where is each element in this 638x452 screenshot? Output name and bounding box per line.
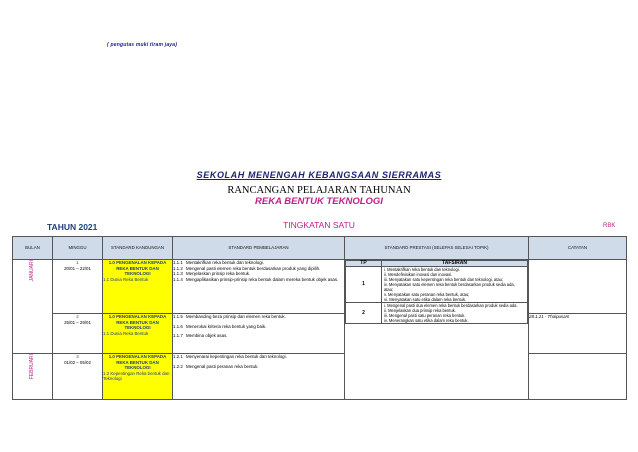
tp-level: 1 bbox=[346, 267, 382, 303]
catatan-cell bbox=[529, 354, 627, 400]
header-standard-prestasi: STANDARD PRESTASI (SELEPAS SELESAI TOPIK) bbox=[345, 237, 529, 260]
week-number: 3 bbox=[76, 354, 79, 359]
table-header-row bbox=[13, 237, 627, 260]
month-cell bbox=[13, 354, 53, 400]
list-item: 1.1.2 Mengenal pasti elemen reka bentuk berdasarkan produk yang dipilih. bbox=[173, 265, 321, 271]
list-item: 1.1.7 Membina objek asas. bbox=[173, 333, 228, 339]
year-label: TAHUN 2021 bbox=[47, 222, 98, 232]
level-label: TINGKATAN SATU bbox=[283, 220, 355, 230]
week-dates: 25/01 – 29/01 bbox=[64, 319, 91, 325]
tafsiran-cell: i. Mengenal pasti dua elemen reka bentuk berdasarkan produk sedia ada. ii. Menjelaskan dua prinsip reka bentuk. iii. Mengenal pasti satu peranan reka bentuk. iv. Menerangkan satu etika dalam reka bentuk. bbox=[382, 303, 528, 324]
header-minggu: MINGGU bbox=[53, 237, 103, 260]
std-kandungan-sub: 1.1 Dunia Reka Bentuk bbox=[103, 276, 149, 282]
stamp-text: ( pengutas muki tiram jaya) bbox=[107, 42, 178, 48]
list-item: 1.2.2 Mengenal pasti peranan reka bentuk. bbox=[173, 363, 259, 369]
catatan-cell bbox=[529, 260, 627, 314]
header-bulan: BULAN bbox=[13, 237, 53, 260]
std-prestasi-cell bbox=[345, 260, 529, 400]
prestasi-table bbox=[345, 260, 528, 324]
list-item: 1.1.3 Menjelaskan prinsip reka bentuk. bbox=[173, 271, 251, 277]
list-item: 1.1.5 Membanding beza prinsip dan elemen reka bentuk. bbox=[173, 314, 286, 319]
list-item: 1.1.6 Menerokai kriteria reka bentuk yang baik. bbox=[173, 323, 267, 329]
list-item: 1.1.4 Mengaplikasikan prinsip-prinsip reka bentuk dalam mereka bentuk objek asas. bbox=[173, 276, 339, 282]
subject-title: REKA BENTUK TEKNOLOGI bbox=[255, 196, 383, 207]
std-pembelajaran-cell bbox=[173, 314, 345, 354]
week-number: 2 bbox=[76, 314, 79, 319]
std-pembelajaran-cell bbox=[173, 354, 345, 400]
list-item: 1.1.1 Mentakrifkan reka bentuk dan teknologi. bbox=[173, 260, 264, 265]
table-row bbox=[13, 260, 627, 314]
week-cell bbox=[53, 314, 103, 354]
month-cell bbox=[13, 260, 53, 354]
tafsiran-cell: i. Mentakrifkan reka bentuk dan teknologi. ii. Mendefinisikan inovasi dan inovasi. iii. Menyatakan satu kepentingan reka bentuk dan teknologi, atau; iv. Menyatakan satu elemen reka bentuk berdasarkan produk sedia ada, atau; v. Menyatakan satu peranan reka bentuk, atau; vi. Menyatakan satu etika dalam reka bentuk. bbox=[382, 267, 528, 303]
week-dates: 01/02 – 05/02 bbox=[64, 359, 91, 365]
std-kandungan-sub: 1.2 Kepentingan Reka bentuk dan Teknologi bbox=[103, 370, 170, 382]
std-kandungan-cell bbox=[103, 354, 173, 400]
header-standard-kandungan: STANDARD KANDUNGAN bbox=[103, 237, 173, 260]
month-label: JANUARI bbox=[28, 260, 35, 282]
subject-code: RBK bbox=[603, 223, 616, 229]
std-kandungan-title: 1.0 PENGENALAN KEPADA REKA BENTUK DAN TEKNOLOGI bbox=[108, 260, 167, 277]
prestasi-row bbox=[346, 303, 528, 324]
header-catatan: CATATAN bbox=[529, 237, 627, 260]
std-kandungan-cell bbox=[103, 314, 173, 354]
tp-header: TP bbox=[346, 261, 382, 267]
document-title: RANCANGAN PELAJARAN TAHUNAN bbox=[227, 185, 411, 196]
std-kandungan-title: 1.0 PENGENALAN KEPADA REKA BENTUK DAN TEKNOLOGI bbox=[108, 314, 167, 331]
tp-level: 2 bbox=[346, 303, 382, 324]
prestasi-row bbox=[346, 267, 528, 303]
catatan-cell: 28.1.21 - Thaipusam bbox=[529, 314, 627, 354]
week-dates: 20/01 – 22/01 bbox=[64, 265, 91, 271]
school-name: SEKOLAH MENENGAH KEBANGSAAN SIERRAMAS bbox=[196, 170, 442, 180]
list-item: 1.2.1 Menyenarai kepentingan reka bentuk dan teknologi. bbox=[173, 354, 287, 359]
week-cell bbox=[53, 260, 103, 314]
tafsiran-header: TAFSIRAN bbox=[382, 261, 528, 267]
table-row bbox=[13, 354, 627, 400]
week-number: 1 bbox=[76, 260, 79, 265]
std-kandungan-sub: 1.1 Dunia Reka Bentuk bbox=[103, 330, 149, 336]
table-row bbox=[13, 314, 627, 354]
std-kandungan-cell bbox=[103, 260, 173, 314]
month-label: FEBRUARI bbox=[28, 354, 35, 380]
week-cell bbox=[53, 354, 103, 400]
yearly-plan-table bbox=[12, 236, 627, 400]
std-kandungan-title: 1.0 PENGENALAN KEPADA REKA BENTUK DAN TEKNOLOGI bbox=[108, 354, 167, 371]
header-standard-pembelajaran: STANDARD PEMBELAJARAN bbox=[173, 237, 345, 260]
std-pembelajaran-cell bbox=[173, 260, 345, 314]
